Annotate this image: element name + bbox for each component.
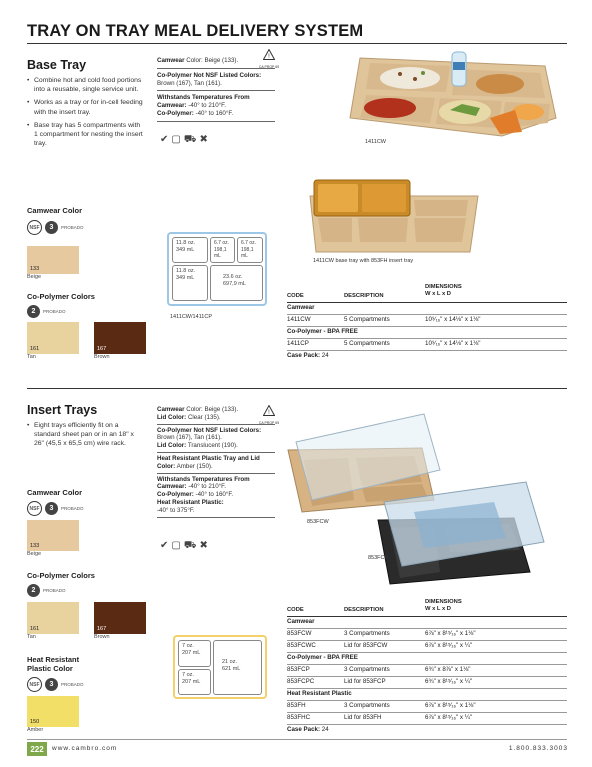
bullet: • Combine hot and cold food portions into a reusable, single service unit. xyxy=(27,76,145,94)
table-rule xyxy=(287,676,567,677)
spec-value: Clear (135). xyxy=(186,413,221,421)
compartment-cell: 7 oz. 207 mL xyxy=(178,640,211,667)
recycle-label: PROBADO xyxy=(43,309,66,314)
spec-label: Co-Polymer: xyxy=(157,491,194,499)
recycle-label: PROBADO xyxy=(43,588,66,593)
compartment-cell: 6.7 oz. 198,1 mL xyxy=(210,237,235,263)
base-tray-table xyxy=(287,284,567,364)
spec-value: -40° to 210°F. xyxy=(186,483,226,491)
spec-label: Co-Polymer Not NSF Listed Colors: xyxy=(157,71,262,79)
swatch-code: 167 xyxy=(97,626,107,632)
compartment-cell: 23.6 oz. 697,9 mL xyxy=(210,265,263,301)
cell-dim: 6⅞" x 8¹⁵⁄₁₆" x ¼" xyxy=(425,642,473,649)
spec-label: Lid Color: xyxy=(157,413,187,421)
base-tray-bullets xyxy=(27,76,145,152)
swatch-amber xyxy=(27,696,79,733)
compartment-cell: 7 oz. 207 mL xyxy=(178,669,211,695)
nsf-icon: NSF xyxy=(27,220,42,235)
spec-value: -40° to 160°F. xyxy=(193,109,234,117)
swatch-block xyxy=(94,322,146,354)
cell-dim: 6¾" x 8⅞" x 1⅛" xyxy=(425,666,471,673)
photo-caption: 1411CW base tray with 853FH insert tray xyxy=(313,258,414,264)
cell-dim: 6¾" x 8¹⁵⁄₁₆" x ¼" xyxy=(425,678,473,685)
base-tray-photo xyxy=(340,48,562,140)
swatch-code: 167 xyxy=(97,346,107,352)
recycle-icon: 2 xyxy=(27,305,40,318)
swatch-name: Beige xyxy=(27,551,42,557)
table-rule xyxy=(287,628,567,629)
warning-icon xyxy=(263,405,275,416)
table-rule xyxy=(287,640,567,641)
swatch-name: Tan xyxy=(27,354,36,360)
case-pack-label: Case Pack: xyxy=(287,352,321,359)
recycle-label: PROBADO xyxy=(61,682,84,687)
svg-text:!: ! xyxy=(268,54,270,60)
case-pack-label: Case Pack: xyxy=(287,726,321,733)
cell-desc: Lid for 853FH xyxy=(344,714,382,721)
feature-icons xyxy=(160,134,208,145)
cell-desc: 5 Compartments xyxy=(344,316,390,323)
swatch-brown xyxy=(94,602,146,640)
divider xyxy=(157,473,275,474)
photo-caption: 853FCP xyxy=(368,555,389,561)
camwear-badges xyxy=(27,220,84,235)
table-rule xyxy=(287,664,567,665)
page-title: TRAY ON TRAY MEAL DELIVERY SYSTEM xyxy=(27,22,364,40)
table-rule xyxy=(287,326,567,327)
divider xyxy=(157,452,275,453)
swatch-block xyxy=(27,246,79,274)
bullet: • Base tray has 5 compartments with 1 compartment for nesting the insert tray. xyxy=(27,121,145,149)
swatch-block xyxy=(27,696,79,727)
ca-prop-badge xyxy=(258,47,280,69)
spec-value: Color: Beige (133). xyxy=(184,406,239,413)
feature-icons xyxy=(160,540,208,551)
table-rule xyxy=(287,338,567,339)
photo-caption: 1411CW xyxy=(365,139,386,145)
insert-trays-heading: Insert Trays xyxy=(27,403,98,417)
bullet: • Eight trays efficiently fit on a standard sheet pan or in an 18" x 26" (45,5 x 65,5 cm) wire rack. xyxy=(27,421,145,449)
base-with-insert-photo xyxy=(300,176,480,258)
table-rule xyxy=(287,350,567,351)
photo-caption: 853FCW xyxy=(307,519,329,525)
bullet: • Works as a tray or for in-cell feeding with the insert tray. xyxy=(27,98,145,116)
recycle-icon: 2 xyxy=(27,584,40,597)
group-name: Co-Polymer - BPA FREE xyxy=(287,654,358,661)
table-rule xyxy=(287,688,567,689)
swatch-tan xyxy=(27,322,79,360)
heat-badges xyxy=(27,677,84,692)
cross-arrows-icon: ✖ xyxy=(199,134,208,145)
nsf-icon: NSF xyxy=(27,501,42,516)
swatch-code: 133 xyxy=(30,543,40,549)
col-header: W x L x D xyxy=(425,606,451,612)
spec-value: Translucent (190). xyxy=(186,442,238,450)
page-number: 222 xyxy=(27,742,47,756)
spec-label: Camwear: xyxy=(157,483,187,491)
table-rule xyxy=(287,616,567,617)
col-header: CODE xyxy=(287,607,304,613)
spec-label: Co-Polymer Not NSF Listed Colors: xyxy=(157,426,262,434)
spec-value: -40° to 160°F. xyxy=(193,491,234,499)
swatch-block xyxy=(94,602,146,634)
svg-text:!: ! xyxy=(268,410,270,416)
spec-label: Camwear xyxy=(157,57,185,64)
divider xyxy=(157,90,275,91)
spec-value: Brown (167), Tan (161). xyxy=(157,434,222,442)
spec-label: Camwear xyxy=(157,406,185,413)
group-name: Camwear xyxy=(287,618,315,625)
camwear-badges xyxy=(27,501,84,516)
insert-tray-table xyxy=(287,599,567,739)
camwear-color-heading: Camwear Color xyxy=(27,488,83,497)
recycle-icon: 3 xyxy=(45,502,58,515)
copolymer-badges xyxy=(27,584,66,597)
diagram-caption: 1411CW/1411CP xyxy=(170,314,212,320)
swatch-name: Beige xyxy=(27,274,42,280)
swatch-brown xyxy=(94,322,146,360)
compartment-cell: 21 oz. 621 mL xyxy=(213,640,262,695)
spec-label: Heat Resistant Plastic: xyxy=(157,498,224,506)
swatch-beige xyxy=(27,520,79,557)
recycle-label: PROBADO xyxy=(61,506,84,511)
copolymer-color-heading: Co-Polymer Colors xyxy=(27,571,95,580)
dishwasher-icon: ▢ xyxy=(171,134,181,145)
section-rule xyxy=(27,388,567,389)
swatch-code: 161 xyxy=(30,346,40,352)
divider xyxy=(157,517,275,518)
table-rule xyxy=(287,652,567,653)
table-rule xyxy=(287,712,567,713)
spec-value: Amber (150). xyxy=(175,462,213,470)
cell-code: 853FCWC xyxy=(287,642,316,649)
compartment-cell: 6.7 oz. 198,1 mL xyxy=(237,237,263,263)
swatch-block xyxy=(27,520,79,551)
spec-value: -40° to 210°F. xyxy=(186,102,226,110)
spec-label: Heat Resistant Plastic Tray and Lid Color: xyxy=(157,454,260,470)
compartment-diagram xyxy=(167,232,267,306)
cell-desc: Lid for 853FCP xyxy=(344,678,386,685)
check-icon: ✔ xyxy=(160,540,169,551)
swatch-block xyxy=(27,322,79,354)
swatch-name: Brown xyxy=(94,354,110,360)
cell-code: 1411CP xyxy=(287,340,309,347)
compartment-cell: 11.8 oz. 349 mL xyxy=(172,237,208,263)
spec-label: Lid Color: xyxy=(157,442,187,450)
ca-prop-badge xyxy=(258,403,280,425)
case-pack xyxy=(287,726,567,737)
recycle-icon: 3 xyxy=(45,221,58,234)
cross-arrows-icon: ✖ xyxy=(199,540,208,551)
check-icon: ✔ xyxy=(160,134,169,145)
cell-desc: Lid for 853FCW xyxy=(344,642,388,649)
cell-code: 853FH xyxy=(287,702,306,709)
swatch-code: 150 xyxy=(30,719,40,725)
compartment-diagram xyxy=(173,635,267,699)
cell-dim: 10⁹⁄₁₆" x 14⅛" x 1⅛" xyxy=(425,340,481,347)
swatch-name: Amber xyxy=(27,727,44,733)
swatch-name: Brown xyxy=(94,634,110,640)
nsf-icon: NSF xyxy=(27,677,42,692)
cell-dim: 6⅞" x 8¹⁵⁄₁₆" x ¼" xyxy=(425,714,473,721)
compartment-cell: 11.8 oz. 349 mL xyxy=(172,265,208,301)
spec-label: Camwear: xyxy=(157,102,187,110)
cell-dim: 6⅞" x 8¹⁵⁄₁₆" x 1⅛" xyxy=(425,702,476,709)
recycle-label: PROBADO xyxy=(61,225,84,230)
swatch-code: 133 xyxy=(30,266,40,272)
col-header: DESCRIPTION xyxy=(344,293,384,299)
cell-code: 853FCPC xyxy=(287,678,315,685)
spec-value: Brown (167), Tan (161). xyxy=(157,79,222,87)
case-pack-value: 24 xyxy=(321,726,329,733)
base-tray-heading: Base Tray xyxy=(27,58,87,72)
spec-label: Withstands Temperatures From xyxy=(157,94,250,102)
spec-label: Co-Polymer: xyxy=(157,109,194,117)
cell-dim: 6⅞" x 8¹⁵⁄₁₆" x 1⅛" xyxy=(425,630,476,637)
swatch-beige xyxy=(27,246,79,280)
case-pack xyxy=(287,352,567,363)
col-header: DESCRIPTION xyxy=(344,607,384,613)
cell-desc: 3 Compartments xyxy=(344,702,390,709)
case-pack-value: 24 xyxy=(321,352,329,359)
title-rule xyxy=(27,43,567,44)
cell-dim: 10⁹⁄₁₆" x 14⅛" x 1⅛" xyxy=(425,316,481,323)
table-rule xyxy=(287,724,567,725)
warning-icon xyxy=(263,49,275,60)
footer-rule xyxy=(27,739,567,740)
group-name: Co-Polymer - BPA FREE xyxy=(287,328,358,335)
swatch-tan xyxy=(27,602,79,640)
recycle-icon: 3 xyxy=(45,678,58,691)
table-rule xyxy=(287,302,567,303)
phone-number: 1.800.833.3003 xyxy=(508,745,568,752)
cell-code: 853FCP xyxy=(287,666,310,673)
table-rule xyxy=(287,314,567,315)
swatch-code: 161 xyxy=(30,626,40,632)
ca-prop-label: CA PROP 65 xyxy=(258,65,280,69)
spec-value: Color: Beige (133). xyxy=(184,57,239,64)
camwear-color-heading: Camwear Color xyxy=(27,206,83,215)
truck-icon: ⛟ xyxy=(183,134,197,145)
table-rule xyxy=(287,700,567,701)
heat-color-heading: Heat Resistant Plastic Color xyxy=(27,655,80,673)
dishwasher-icon: ▢ xyxy=(171,540,181,551)
group-name: Heat Resistant Plastic xyxy=(287,690,352,697)
ca-prop-label: CA PROP 65 xyxy=(258,421,280,425)
spec-label: Withstands Temperatures From xyxy=(157,475,250,483)
divider xyxy=(157,121,275,122)
col-header: DIMENSIONS xyxy=(425,284,462,290)
col-header: DIMENSIONS xyxy=(425,599,462,605)
insert-tray-brown-photo xyxy=(374,462,548,590)
cell-code: 853FHC xyxy=(287,714,311,721)
insert-tray-bullets xyxy=(27,421,145,453)
col-header: CODE xyxy=(287,293,304,299)
cell-desc: 3 Compartments xyxy=(344,630,390,637)
truck-icon: ⛟ xyxy=(183,540,197,551)
cell-code: 1411CW xyxy=(287,316,311,323)
spec-value: -40° to 375°F. xyxy=(157,506,195,514)
copolymer-color-heading: Co-Polymer Colors xyxy=(27,292,95,301)
cell-desc: 5 Compartments xyxy=(344,340,390,347)
col-header: W x L x D xyxy=(425,291,451,297)
copolymer-badges xyxy=(27,305,66,318)
cell-desc: 3 Compartments xyxy=(344,666,390,673)
group-name: Camwear xyxy=(287,304,315,311)
cell-code: 853FCW xyxy=(287,630,312,637)
swatch-block xyxy=(27,602,79,634)
website-link[interactable]: www.cambro.com xyxy=(52,745,118,752)
swatch-name: Tan xyxy=(27,634,36,640)
